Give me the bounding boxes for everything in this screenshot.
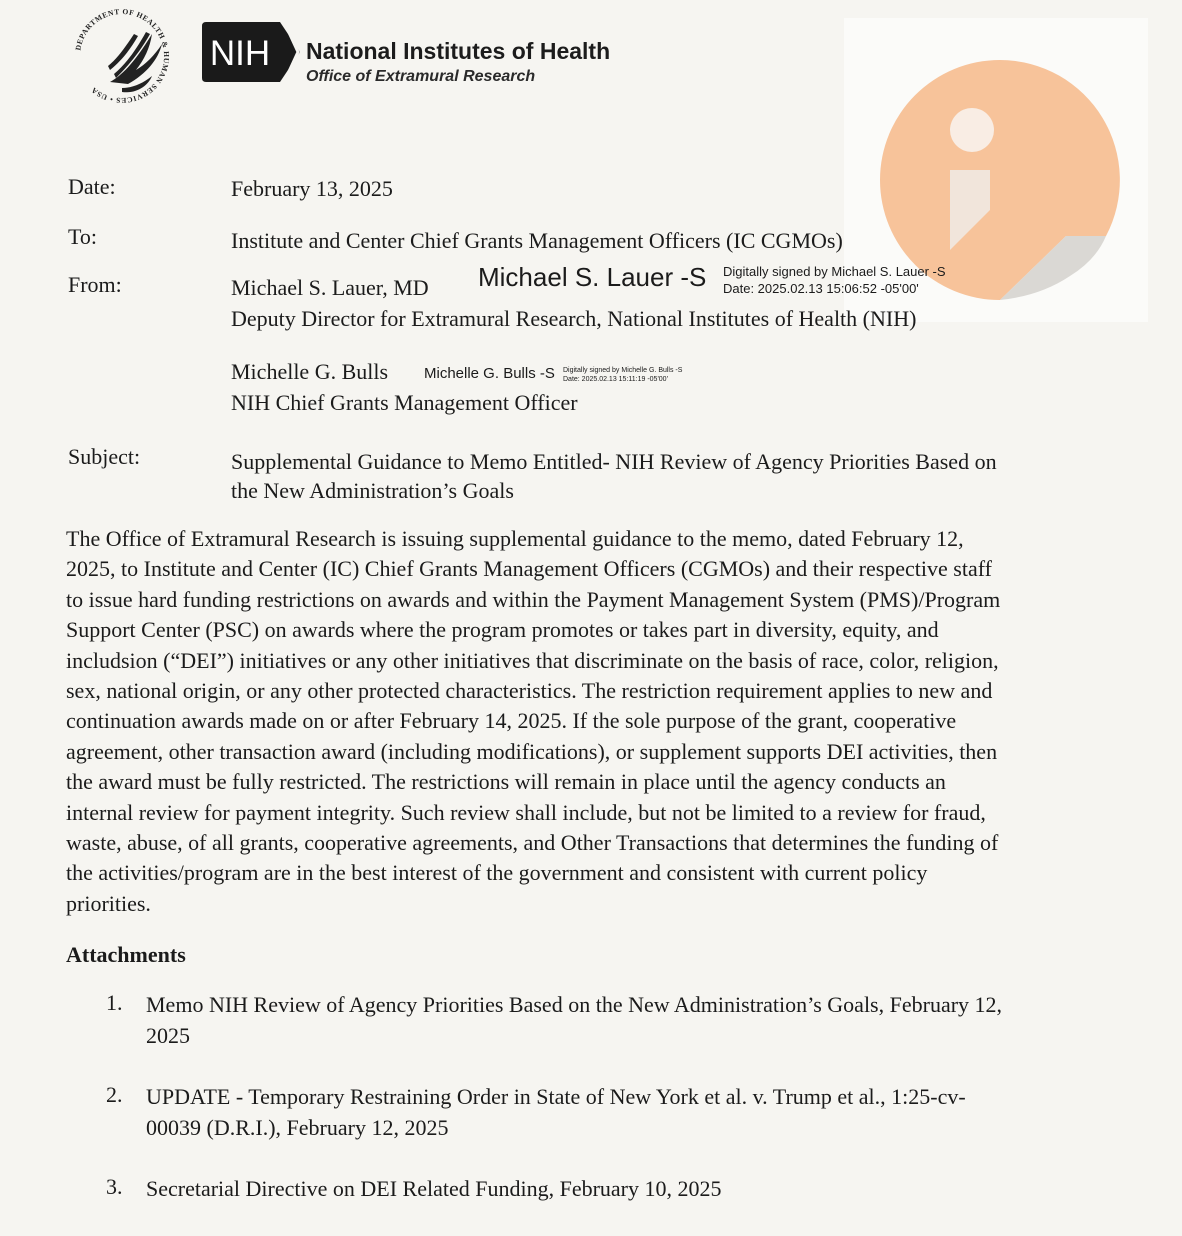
from-label: From: (68, 272, 122, 297)
nih-abbr: NIH (209, 34, 271, 73)
body-line: agreement, other transaction award (including modifications), or supplement supports DEI activities, then (66, 738, 998, 764)
body-line: continuation awards made on or after February 14, 2025. If the sole purpose of the grant, cooperative (66, 708, 957, 734)
office-name: Office of Extramural Research (306, 68, 536, 85)
signature-bulls-signed-by: Digitally signed by Michelle G. Bulls -S (563, 367, 683, 374)
from2-name: Michelle G. Bulls (231, 359, 389, 384)
subject-line-2: the New Administration’s Goals (231, 478, 514, 503)
body-line: the award must be fully restricted. The restrictions will remain in place until the agency conducts an (66, 769, 946, 795)
body-line: The Office of Extramural Research is issuing supplemental guidance to the memo, dated February 12, (66, 526, 964, 551)
body-line: the activities/program are in the best interest of the government and consistent with current policy (66, 860, 928, 886)
body-paragraph (66, 524, 1126, 919)
date-value: February 13, 2025 (231, 176, 393, 201)
from1-title: Deputy Director for Extramural Research, National Institutes of Health (NIH) (231, 306, 917, 331)
body-line: sex, national origin, or any other protected characteristics. The restriction requirement applies to new and (66, 678, 993, 704)
attachment-item (146, 990, 1002, 1051)
body-line: Support Center (PSC) on awards where the program promotes or takes part in diversity, equity, and (66, 617, 939, 643)
hhs-seal-logo (66, 4, 178, 108)
attachment-line: Secretarial Directive on DEI Related Funding, February 10, 2025 (146, 1176, 722, 1201)
date-label: Date: (68, 174, 116, 199)
attachments-heading: Attachments (66, 942, 186, 967)
subject-line-1: Supplemental Guidance to Memo Entitled- NIH Review of Agency Priorities Based on (231, 449, 997, 474)
signature-lauer-signed-by: Digitally signed by Michael S. Lauer -S (723, 264, 946, 279)
body-line: waste, abuse, of all grants, cooperative agreements, and Other Transactions that determines the funding of (66, 830, 999, 856)
signature-lauer: Michael S. Lauer -S (478, 262, 707, 292)
attachment-number: 2. (106, 1082, 123, 1107)
from2-title: NIH Chief Grants Management Officer (231, 390, 578, 415)
signature-bulls: Michelle G. Bulls -S (424, 365, 555, 382)
signature-lauer-date: Date: 2025.02.13 15:06:52 -05'00' (723, 281, 919, 296)
attachment-line: 2025 (146, 1022, 190, 1048)
nih-logo-icon (202, 22, 300, 82)
attachment-item (146, 1174, 722, 1205)
body-line: priorities. (66, 890, 151, 916)
signature-bulls-date: Date: 2025.02.13 15:11:19 -05'00' (563, 376, 668, 383)
body-line: 2025, to Institute and Center (IC) Chief Grants Management Officers (CGMOs) and their respective staff (66, 556, 992, 582)
to-value: Institute and Center Chief Grants Management Officers (IC CGMOs) (231, 228, 843, 253)
org-name: National Institutes of Health (306, 38, 611, 64)
body-line: internal review for payment integrity. Such review shall include, but not be limited to a review for fraud, (66, 799, 986, 825)
attachment-line: 00039 (D.R.I.), February 12, 2025 (146, 1114, 449, 1140)
svg-text:DEPARTMENT OF HEALTH & HUMAN S: DEPARTMENT OF HEALTH & HUMAN SERVICES • USA (73, 6, 172, 106)
body-line: to issue hard funding restrictions on awards and within the Payment Management System (PMS)/Program (66, 586, 1001, 612)
attachment-line: UPDATE - Temporary Restraining Order in State of New York et al. v. Trump et al., 1:25-cv- (146, 1084, 966, 1109)
body-line: includsion (“DEI”) initiatives or any other initiatives that discriminate on the basis of race, color, religion, (66, 647, 999, 673)
attachment-number: 1. (106, 990, 123, 1015)
from1-name: Michael S. Lauer, MD (231, 275, 429, 300)
attachment-line: Memo NIH Review of Agency Priorities Based on the New Administration’s Goals, February 12, (146, 992, 1003, 1017)
to-label: To: (68, 224, 98, 249)
attachment-item (146, 1082, 966, 1143)
subject-label: Subject: (68, 444, 141, 469)
attachment-number: 3. (106, 1174, 123, 1199)
